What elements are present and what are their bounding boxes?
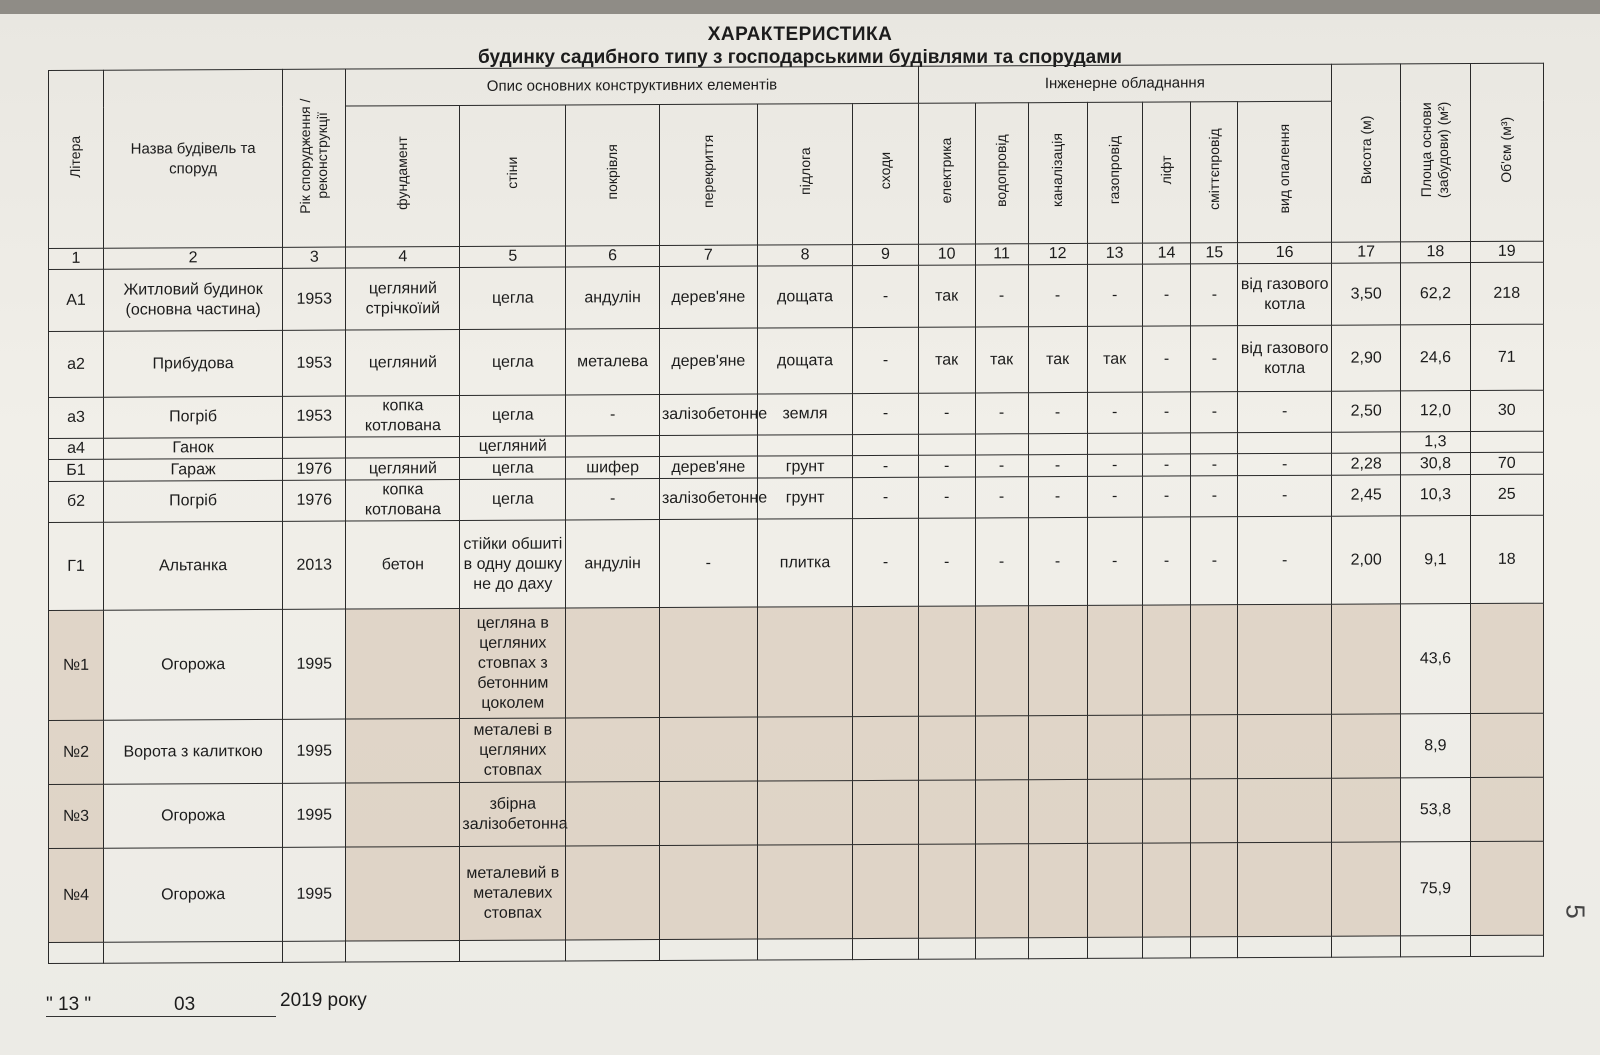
col-header-sewer: каналізація xyxy=(1028,102,1087,243)
cell-roof: - xyxy=(566,395,660,436)
cell-lift: - xyxy=(1142,476,1191,517)
cell-floor xyxy=(757,717,853,781)
col-header-volume: Об'єм (м³) xyxy=(1470,63,1543,241)
cell-gas: - xyxy=(1087,264,1142,326)
cell-sewer: - xyxy=(1028,517,1087,605)
cell-h: 3,50 xyxy=(1332,263,1401,325)
column-number: 15 xyxy=(1191,243,1238,264)
cell-sewer: так xyxy=(1028,326,1087,392)
cell-heat: від газового котла xyxy=(1238,263,1332,325)
cell-h: 2,45 xyxy=(1332,475,1401,516)
column-number: 14 xyxy=(1142,243,1191,264)
cell-water xyxy=(975,434,1028,455)
cell-heat: - xyxy=(1238,516,1332,604)
cell-slab: залізобетонне xyxy=(659,478,757,519)
cell-h xyxy=(1332,432,1401,453)
cell-h: 2,28 xyxy=(1332,453,1401,475)
cell-fund xyxy=(346,608,460,719)
blank-cell xyxy=(49,942,104,963)
cell-h xyxy=(1332,778,1401,842)
cell-heat: - xyxy=(1238,453,1332,475)
col-header-height: Висота (м) xyxy=(1332,64,1401,242)
column-number: 2 xyxy=(103,247,282,269)
document-title: ХАРАКТЕРИСТИКА xyxy=(707,24,893,45)
cell-gas xyxy=(1087,433,1142,454)
cell-year: 1953 xyxy=(283,396,346,437)
cell-fund: цегляний xyxy=(346,329,460,396)
cell-slab xyxy=(659,845,757,939)
cell-gas xyxy=(1087,715,1142,779)
cell-stairs: - xyxy=(853,327,918,393)
cell-lift xyxy=(1142,715,1191,779)
cell-area: 12,0 xyxy=(1401,391,1470,432)
cell-el: - xyxy=(918,393,975,434)
cell-lift xyxy=(1142,433,1191,454)
cell-stairs: - xyxy=(853,265,918,327)
cell-floor: плитка xyxy=(757,519,853,607)
cell-litera: №4 xyxy=(49,848,104,942)
cell-slab xyxy=(659,435,757,456)
cell-area: 30,8 xyxy=(1401,453,1470,475)
cell-vol: 70 xyxy=(1470,452,1543,474)
cell-year: 1953 xyxy=(283,268,346,330)
cell-lift: - xyxy=(1142,454,1191,476)
date-year: 2019 року xyxy=(280,990,367,1011)
cell-heat xyxy=(1238,778,1332,842)
column-number: 7 xyxy=(659,245,757,266)
cell-trash xyxy=(1191,843,1238,937)
blank-cell xyxy=(346,940,460,962)
cell-vol xyxy=(1470,431,1543,452)
cell-area: 62,2 xyxy=(1401,263,1470,325)
cell-lift: - xyxy=(1142,326,1191,392)
column-number: 9 xyxy=(853,244,918,265)
cell-el: - xyxy=(918,518,975,606)
cell-sewer: - xyxy=(1028,392,1087,433)
column-number: 16 xyxy=(1238,242,1332,263)
cell-floor xyxy=(757,781,853,845)
cell-fund xyxy=(346,436,460,458)
blank-cell xyxy=(1087,937,1142,958)
cell-water xyxy=(975,716,1028,780)
cell-roof xyxy=(566,436,660,457)
blank-cell xyxy=(103,941,282,963)
cell-walls: цегла xyxy=(460,329,566,396)
cell-name: Погріб xyxy=(103,396,282,438)
cell-water: - xyxy=(975,393,1028,434)
cell-stairs: - xyxy=(853,393,918,434)
col-header-slab: перекриття xyxy=(659,104,757,245)
cell-floor: грунт xyxy=(757,478,853,519)
col-header-roof: покрівля xyxy=(566,105,660,246)
column-number: 11 xyxy=(975,244,1028,265)
cell-heat xyxy=(1238,714,1332,778)
cell-roof: андулін xyxy=(566,520,660,608)
cell-slab xyxy=(659,607,757,717)
cell-vol: 18 xyxy=(1470,515,1543,603)
col-header-area: Площа основи (забудови) (м²) xyxy=(1401,64,1470,242)
cell-el xyxy=(918,434,975,455)
cell-water xyxy=(975,606,1028,716)
date-underline xyxy=(46,1016,276,1017)
cell-area: 8,9 xyxy=(1401,714,1470,778)
blank-cell xyxy=(1142,937,1191,958)
col-header-electricity: електрика xyxy=(918,103,975,244)
cell-el xyxy=(918,716,975,780)
cell-lift: - xyxy=(1142,392,1191,433)
blank-cell xyxy=(566,940,660,961)
cell-h xyxy=(1332,714,1401,778)
cell-trash xyxy=(1191,433,1238,454)
cell-slab: дерев'яне xyxy=(659,328,757,394)
cell-gas xyxy=(1087,843,1142,937)
cell-water: - xyxy=(975,455,1028,477)
cell-vol: 218 xyxy=(1470,262,1543,324)
cell-walls: металевий в металевих стовпах xyxy=(460,846,566,941)
cell-name: Огорожа xyxy=(103,609,282,720)
blank-cell xyxy=(1238,936,1332,957)
column-number: 19 xyxy=(1470,241,1543,262)
cell-el: - xyxy=(918,455,975,477)
cell-name: Огорожа xyxy=(103,783,282,848)
cell-litera: б2 xyxy=(49,481,104,522)
cell-roof: шифер xyxy=(566,457,660,479)
cell-water: так xyxy=(975,327,1028,393)
cell-area: 1,3 xyxy=(1401,432,1470,453)
cell-heat xyxy=(1238,842,1332,936)
table-row xyxy=(49,390,1544,438)
cell-el xyxy=(918,844,975,938)
cell-heat: - xyxy=(1238,475,1332,516)
cell-fund: копка котлована xyxy=(346,395,460,437)
cell-lift: - xyxy=(1142,517,1191,605)
cell-name: Альтанка xyxy=(103,521,282,610)
cell-area: 43,6 xyxy=(1401,604,1470,714)
cell-roof xyxy=(566,782,660,846)
table-row xyxy=(49,324,1544,397)
blank-cell xyxy=(975,938,1028,959)
cell-year: 1995 xyxy=(283,609,346,719)
cell-trash: - xyxy=(1191,476,1238,517)
cell-lift xyxy=(1142,843,1191,937)
table-row xyxy=(49,841,1544,942)
cell-el: - xyxy=(918,477,975,518)
cell-floor: земля xyxy=(757,394,853,435)
cell-walls: цегла xyxy=(460,267,566,330)
cell-vol: 25 xyxy=(1470,474,1543,515)
cell-vol xyxy=(1470,777,1543,841)
cell-name: Ворота з калиткою xyxy=(103,719,282,784)
cell-walls: цегляна в цегляних стовпах з бетонним цоколем xyxy=(460,608,566,719)
cell-vol xyxy=(1470,841,1543,935)
cell-litera: а3 xyxy=(49,397,104,438)
cell-fund: бетон xyxy=(346,520,460,609)
cell-stairs: - xyxy=(853,477,918,518)
cell-floor xyxy=(757,845,853,939)
col-header-floor: підлога xyxy=(757,104,853,245)
cell-h: 2,50 xyxy=(1332,391,1401,432)
col-header-water: водопровід xyxy=(975,103,1028,244)
cell-el: так xyxy=(918,265,975,327)
cell-litera: а4 xyxy=(49,438,104,459)
cell-litera: Б1 xyxy=(49,459,104,481)
cell-walls: цегляний xyxy=(460,436,566,458)
cell-name: Прибудова xyxy=(103,330,282,397)
cell-roof: - xyxy=(566,479,660,520)
cell-trash: - xyxy=(1191,264,1238,326)
column-number: 1 xyxy=(49,248,104,269)
col-header-heating: вид опалення xyxy=(1238,101,1332,242)
cell-gas xyxy=(1087,779,1142,843)
cell-water xyxy=(975,780,1028,844)
cell-walls: цегла xyxy=(460,479,566,521)
col-header-stairs: сходи xyxy=(853,103,918,244)
cell-water: - xyxy=(975,477,1028,518)
col-header-fundament: фундамент xyxy=(346,105,460,247)
cell-year: 1995 xyxy=(283,719,346,783)
cell-year: 1976 xyxy=(283,480,346,521)
cell-floor: грунт xyxy=(757,456,853,478)
cell-fund: копка котлована xyxy=(346,479,460,521)
cell-area: 24,6 xyxy=(1401,325,1470,391)
blank-cell xyxy=(283,941,346,962)
cell-gas xyxy=(1087,605,1142,715)
cell-heat: - xyxy=(1238,391,1332,432)
column-number: 5 xyxy=(460,246,566,268)
group-header-engineering: Інженерне обладнання xyxy=(918,64,1331,103)
cell-trash: - xyxy=(1191,454,1238,476)
cell-litera: Г1 xyxy=(49,522,104,610)
cell-gas: - xyxy=(1087,517,1142,605)
cell-year: 1995 xyxy=(283,847,346,941)
cell-name: Ганок xyxy=(103,437,282,459)
group-header-construction: Опис основних конструктивних елементів xyxy=(346,66,918,106)
column-number: 18 xyxy=(1401,242,1470,263)
col-header-lift: ліфт xyxy=(1142,102,1191,243)
cell-gas: так xyxy=(1087,326,1142,392)
cell-year: 2013 xyxy=(283,521,346,609)
cell-sewer: - xyxy=(1028,476,1087,517)
cell-area: 9,1 xyxy=(1401,516,1470,604)
cell-vol xyxy=(1470,713,1543,777)
cell-el: так xyxy=(918,327,975,393)
cell-floor xyxy=(757,435,853,456)
column-number: 8 xyxy=(757,245,853,266)
characteristics-table xyxy=(48,63,1544,964)
cell-walls: цегла xyxy=(460,395,566,437)
col-header-trash: сміттєпровід xyxy=(1191,102,1238,243)
cell-fund: цегляний стрічкоїий xyxy=(346,267,460,330)
cell-stairs: - xyxy=(853,518,918,606)
cell-walls: стійки обшиті в одну дошку не до даху xyxy=(460,520,566,609)
cell-fund xyxy=(346,718,460,783)
cell-litera: №1 xyxy=(49,610,104,720)
cell-stairs: - xyxy=(853,455,918,477)
cell-litera: А1 xyxy=(49,269,104,331)
column-number: 6 xyxy=(566,246,660,267)
cell-sewer xyxy=(1028,779,1087,843)
column-number: 10 xyxy=(918,244,975,265)
cell-h xyxy=(1332,604,1401,714)
cell-trash xyxy=(1191,779,1238,843)
table-row xyxy=(49,777,1544,848)
cell-vol: 71 xyxy=(1470,324,1543,390)
cell-walls: збірна залізобетонна xyxy=(460,782,566,847)
cell-trash: - xyxy=(1191,517,1238,605)
cell-h xyxy=(1332,842,1401,936)
col-header-name: Назва будівель та споруд xyxy=(103,69,282,248)
cell-year: 1976 xyxy=(283,458,346,480)
column-number: 4 xyxy=(346,246,460,268)
cell-el xyxy=(918,606,975,716)
cell-water: - xyxy=(975,518,1028,606)
cell-heat xyxy=(1238,604,1332,714)
column-number: 13 xyxy=(1087,243,1142,264)
cell-gas: - xyxy=(1087,392,1142,433)
cell-slab xyxy=(659,781,757,845)
cell-vol: 30 xyxy=(1470,390,1543,431)
cell-year: 1953 xyxy=(283,330,346,396)
cell-roof xyxy=(566,608,660,718)
cell-trash xyxy=(1191,715,1238,779)
cell-sewer: - xyxy=(1028,264,1087,326)
cell-vol xyxy=(1470,603,1543,713)
table-row xyxy=(49,474,1544,522)
cell-roof xyxy=(566,846,660,940)
table-row xyxy=(49,713,1544,784)
blank-cell xyxy=(1401,936,1470,957)
cell-sewer: - xyxy=(1028,454,1087,476)
cell-name: Житловий будинок (основна частина) xyxy=(103,268,282,331)
cell-gas: - xyxy=(1087,454,1142,476)
cell-sewer xyxy=(1028,715,1087,779)
cell-stairs xyxy=(853,716,918,780)
cell-area: 75,9 xyxy=(1401,842,1470,936)
cell-h: 2,90 xyxy=(1332,325,1401,391)
cell-name: Погріб xyxy=(103,480,282,522)
cell-trash xyxy=(1191,605,1238,715)
cell-heat xyxy=(1238,432,1332,453)
cell-roof: металева xyxy=(566,329,660,395)
cell-stairs xyxy=(853,844,918,938)
cell-litera: а2 xyxy=(49,331,104,397)
blank-cell xyxy=(1470,935,1543,956)
blank-cell xyxy=(1332,936,1401,957)
cell-walls: цегла xyxy=(460,457,566,480)
cell-area: 10,3 xyxy=(1401,475,1470,516)
cell-sewer xyxy=(1028,433,1087,454)
cell-heat: від газового котла xyxy=(1238,325,1332,391)
cell-roof: андулін xyxy=(566,267,660,329)
cell-gas: - xyxy=(1087,476,1142,517)
col-header-gas: газопровід xyxy=(1087,102,1142,243)
cell-h: 2,00 xyxy=(1332,516,1401,604)
cell-slab: - xyxy=(659,519,757,607)
date-day: " 13 " xyxy=(46,994,92,1015)
col-header-litera: Літера xyxy=(49,70,104,248)
cell-stairs xyxy=(853,780,918,844)
cell-lift: - xyxy=(1142,264,1191,326)
cell-name: Огорожа xyxy=(103,847,282,942)
cell-slab: залізобетонне xyxy=(659,394,757,435)
date-month: 03 xyxy=(174,994,196,1015)
cell-el xyxy=(918,780,975,844)
cell-floor: дощата xyxy=(757,266,853,328)
cell-year xyxy=(283,437,346,458)
cell-sewer xyxy=(1028,843,1087,937)
col-header-year: Рік спорудження / реконструкції xyxy=(283,69,346,247)
column-number: 12 xyxy=(1028,243,1087,264)
cell-stairs xyxy=(853,434,918,455)
col-header-walls: стіни xyxy=(460,105,566,247)
cell-fund xyxy=(346,782,460,847)
document-subtitle: будинку садибного типу з господарськими будівлями та спорудами xyxy=(478,47,1122,68)
blank-cell xyxy=(1028,937,1087,958)
table-row xyxy=(49,262,1544,331)
cell-name: Гараж xyxy=(103,458,282,481)
cell-lift xyxy=(1142,779,1191,843)
column-number: 3 xyxy=(283,247,346,268)
cell-trash: - xyxy=(1191,392,1238,433)
cell-water xyxy=(975,844,1028,938)
cell-trash: - xyxy=(1191,326,1238,392)
cell-water: - xyxy=(975,265,1028,327)
blank-cell xyxy=(1191,937,1238,958)
blank-cell xyxy=(853,938,918,959)
cell-floor: дощата xyxy=(757,328,853,394)
cell-sewer xyxy=(1028,605,1087,715)
blank-cell xyxy=(460,940,566,962)
page-number-mark: 5 xyxy=(1560,904,1591,919)
blank-cell xyxy=(918,938,975,959)
cell-slab: дерев'яне xyxy=(659,266,757,328)
column-number: 17 xyxy=(1332,242,1401,263)
cell-roof xyxy=(566,718,660,782)
blank-cell xyxy=(659,939,757,960)
cell-floor xyxy=(757,607,853,717)
cell-slab xyxy=(659,717,757,781)
cell-stairs xyxy=(853,606,918,716)
cell-walls: металеві в цегляних стовпах xyxy=(460,718,566,783)
cell-litera: №2 xyxy=(49,720,104,784)
cell-fund: цегляний xyxy=(346,457,460,480)
cell-litera: №3 xyxy=(49,784,104,848)
cell-fund xyxy=(346,846,460,941)
cell-year: 1995 xyxy=(283,783,346,847)
cell-slab: дерев'яне xyxy=(659,456,757,478)
cell-lift xyxy=(1142,605,1191,715)
document-date xyxy=(46,990,386,1020)
table-row xyxy=(49,515,1544,610)
table-row xyxy=(49,603,1544,720)
cell-area: 53,8 xyxy=(1401,778,1470,842)
blank-cell xyxy=(757,939,853,960)
